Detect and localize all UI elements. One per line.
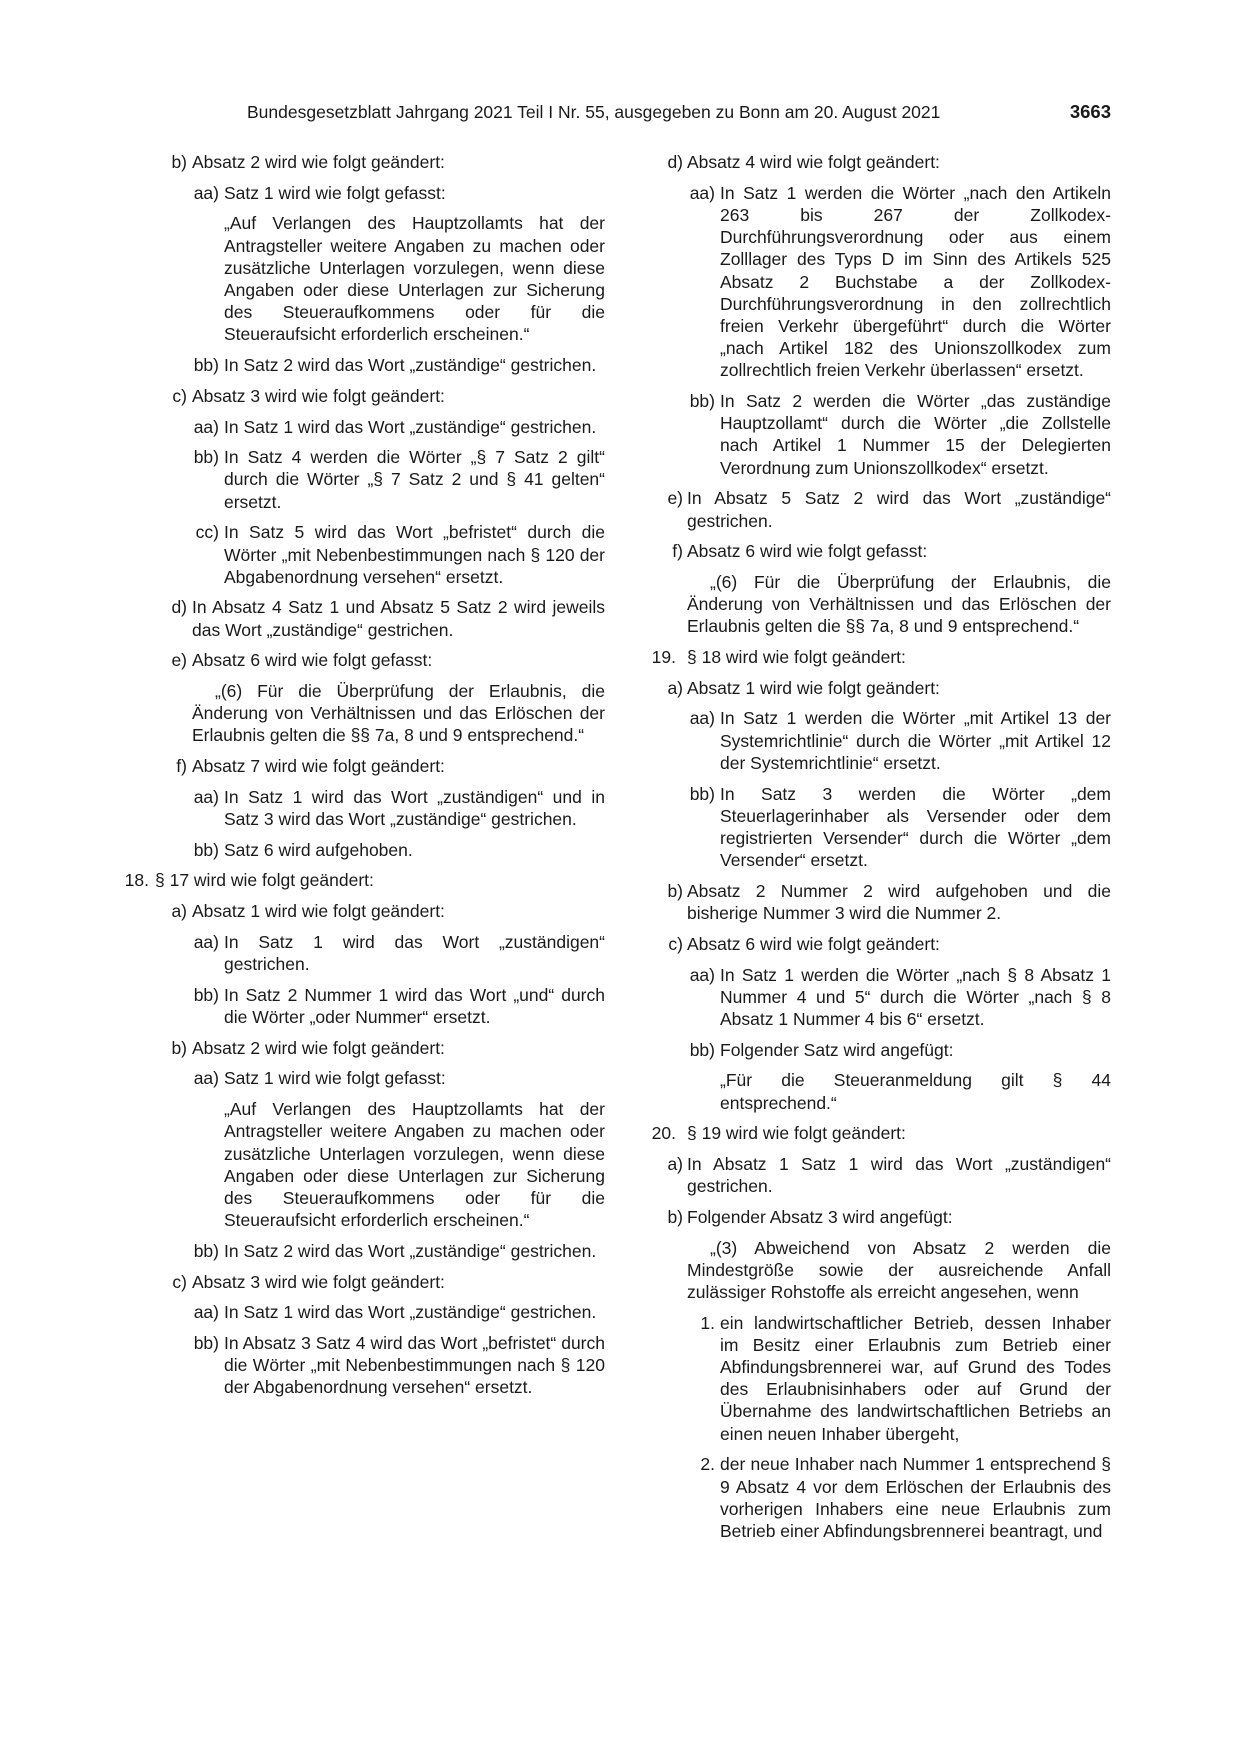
list-item <box>632 540 1111 562</box>
item-text: Absatz 3 wird wie folgt geändert: <box>192 1271 445 1292</box>
item-text: In Satz 4 werden die Wörter „§ 7 Satz 2 gilt“ durch die Wörter „§ 7 Satz 2 und § 41 gelten“ ersetzt. <box>224 447 605 512</box>
item-marker: 1. <box>700 1312 715 1333</box>
list-item <box>120 649 605 671</box>
item-text: Folgender Absatz 3 wird angefügt: <box>687 1206 953 1227</box>
item-marker: d) <box>667 152 683 172</box>
page-header <box>133 99 1111 125</box>
list-item <box>632 880 1111 924</box>
item-marker: b) <box>171 1037 187 1058</box>
item-marker: f) <box>672 541 683 562</box>
item-text: § 18 wird wie folgt geändert: <box>687 647 906 668</box>
item-text: In Absatz 4 Satz 1 und Absatz 5 Satz 2 wird jeweils das Wort „zuständige“ gestrichen. <box>192 597 605 640</box>
list-item <box>120 984 605 1028</box>
item-marker: b) <box>667 880 683 901</box>
list-item <box>632 783 1111 872</box>
item-text: In Satz 1 wird das Wort „zuständige“ gestrichen. <box>224 416 597 437</box>
item-text: In Satz 3 werden die Wörter „dem Steuerlagerinhaber als Versender oder dem registrierten Versender“ durch die Wörter „dem Versender“ ersetzt. <box>720 783 1111 871</box>
list-item <box>632 151 1111 173</box>
list-item <box>120 416 605 438</box>
list-item <box>120 1067 605 1089</box>
item-marker: bb) <box>193 1240 219 1261</box>
item-text: In Satz 2 wird das Wort „zuständige“ gestrichen. <box>224 1240 597 1261</box>
list-item <box>120 931 605 975</box>
item-text: In Satz 1 werden die Wörter „mit Artikel 13 der Systemrichtlinie“ durch die Wörter „mit Artikel 12 der Systemrichtlinie“ ersetzt. <box>720 708 1111 773</box>
item-text: Absatz 6 wird wie folgt gefasst: <box>687 541 928 562</box>
item-marker: 20. <box>651 1123 676 1144</box>
list-item <box>120 1271 605 1293</box>
gazette-title: Bundesgesetzblatt Jahrgang 2021 Teil I Nr. 55, ausgegeben zu Bonn am 20. August 2021 <box>247 102 941 122</box>
item-marker: b) <box>667 1206 683 1227</box>
item-text: In Absatz 1 Satz 1 wird das Wort „zuständigen“ gestrichen. <box>687 1153 1111 1197</box>
item-marker: c) <box>668 933 683 954</box>
list-item <box>632 1153 1111 1197</box>
list-item <box>120 151 605 173</box>
item-marker: aa) <box>689 708 715 729</box>
item-text: „Auf Verlangen des Hauptzollamts hat der Antragsteller weitere Angaben zu machen oder zusätzliche Unterlagen vorzulegen, wenn diese Angaben oder diese Unterlagen zur Sicherung des Steueraufkommens oder für die Steueraufsicht erforderlich erscheinen.“ <box>224 1099 605 1231</box>
item-text: In Satz 2 werden die Wörter „das zuständige Hauptzollamt“ durch die Wörter „die Zollstelle nach Artikel 1 Nummer 15 der Delegierten Verordnung zum Unionszollkodex“ ersetzt. <box>720 391 1111 478</box>
item-text: „(3) Abweichend von Absatz 2 werden die Mindestgröße sowie der ausreichende Anfall zulässiger Rohstoffe als erreicht angesehen, wenn <box>687 1237 1111 1302</box>
list-item <box>120 1037 605 1059</box>
list-item <box>632 1206 1111 1228</box>
list-item <box>120 839 605 861</box>
item-text: Satz 1 wird wie folgt gefasst: <box>224 1068 446 1089</box>
list-item <box>120 900 605 922</box>
item-text: In Satz 1 werden die Wörter „nach den Artikeln 263 bis 267 der Zollkodex-Durchführungsverordnung oder aus einem Zolllager des Typs D im Sinn des Artikels 525 Absatz 2 Buchstabe a der Zollkodex-Durchführungsverordnung in den zollrechtlich freien Verkehr übergeführt“ durch die Wörter „nach Artikel 182 des Unionszollkodex zum zollrechtlich freien Verkehr überlassen“ ersetzt. <box>720 182 1111 381</box>
item-text: Absatz 1 wird wie folgt geändert: <box>687 677 940 698</box>
item-marker: bb) <box>689 391 715 412</box>
numbered-item <box>120 869 605 891</box>
item-marker: d) <box>171 597 187 618</box>
item-text: Satz 6 wird aufgehoben. <box>224 839 413 860</box>
item-marker: aa) <box>689 964 715 985</box>
item-marker: bb) <box>193 984 219 1005</box>
list-item <box>120 596 605 640</box>
item-marker: bb) <box>193 355 219 376</box>
quoted-text <box>632 1069 1111 1113</box>
item-marker: bb) <box>689 1039 715 1060</box>
item-marker: bb) <box>689 783 715 804</box>
list-item <box>120 521 605 588</box>
item-marker: a) <box>667 1153 683 1174</box>
item-text: „(6) Für die Überprüfung der Erlaubnis, die Änderung von Verhältnissen und das Erlöschen der Erlaubnis gelten die §§ 7a, 8 und 9 entsprechend.“ <box>687 571 1111 637</box>
item-text: Absatz 2 wird wie folgt geändert: <box>192 1037 445 1058</box>
item-text: In Satz 1 wird das Wort „zuständigen“ und in Satz 3 wird das Wort „zuständige“ gestrichen. <box>224 786 605 830</box>
list-item <box>120 182 605 204</box>
list-item <box>632 487 1111 531</box>
item-text: Absatz 2 wird wie folgt geändert: <box>192 152 445 172</box>
item-marker: b) <box>171 152 187 172</box>
item-marker: bb) <box>193 839 219 860</box>
list-item <box>632 1312 1111 1445</box>
quoted-text <box>120 1098 605 1231</box>
item-marker: c) <box>172 1271 187 1292</box>
item-text: Absatz 4 wird wie folgt geändert: <box>687 152 940 172</box>
list-item <box>632 1039 1111 1061</box>
item-marker: aa) <box>193 786 219 807</box>
item-text: In Satz 1 wird das Wort „zuständigen“ gestrichen. <box>224 931 605 975</box>
item-marker: aa) <box>193 1302 219 1323</box>
item-text: Absatz 6 wird wie folgt geändert: <box>687 933 940 954</box>
list-item <box>120 755 605 777</box>
list-item <box>120 385 605 407</box>
numbered-item <box>632 1122 1111 1144</box>
list-item <box>632 182 1111 382</box>
item-marker: bb) <box>193 1332 219 1353</box>
right-column <box>632 151 1111 1551</box>
item-marker: c) <box>172 385 187 406</box>
list-item <box>632 677 1111 699</box>
quoted-text <box>120 680 605 747</box>
item-marker: e) <box>667 488 683 509</box>
item-text: Absatz 2 Nummer 2 wird aufgehoben und die bisherige Nummer 3 wird die Nummer 2. <box>687 880 1111 924</box>
list-item <box>120 1301 605 1323</box>
list-item <box>632 1453 1111 1542</box>
item-text: In Absatz 3 Satz 4 wird das Wort „befristet“ durch die Wörter „mit Nebenbestimmungen nach § 120 der Abgabenordnung versehen“ ersetzt. <box>224 1332 605 1398</box>
item-text: In Satz 5 wird das Wort „befristet“ durch die Wörter „mit Nebenbestimmungen nach § 120 der Abgabenordnung versehen“ ersetzt. <box>224 522 605 587</box>
item-text: Absatz 6 wird wie folgt gefasst: <box>192 650 433 671</box>
list-item <box>632 964 1111 1031</box>
item-text: „Für die Steueranmeldung gilt § 44 entsprechend.“ <box>720 1070 1111 1113</box>
left-column <box>120 151 605 1407</box>
item-text: „(6) Für die Überprüfung der Erlaubnis, die Änderung von Verhältnissen und das Erlöschen der Erlaubnis gelten die §§ 7a, 8 und 9 entsprechend.“ <box>192 681 605 746</box>
list-item <box>120 1240 605 1262</box>
item-marker: 19. <box>651 647 676 668</box>
item-text: In Absatz 5 Satz 2 wird das Wort „zuständige“ gestrichen. <box>687 488 1111 531</box>
item-marker: 18. <box>124 870 149 891</box>
item-text: ein landwirtschaftlicher Betrieb, dessen Inhaber im Besitz einer Erlaubnis zum Betrieb einer Abfindungsbrennerei war, auf Grund des Todes des Erlaubnisinhabers oder auf Grund der Übernahme des landwirtschaftlichen Betriebs an einen neuen Inhaber übergeht, <box>720 1312 1111 1444</box>
item-marker: cc) <box>195 522 219 543</box>
item-text: der neue Inhaber nach Nummer 1 entsprechend § 9 Absatz 4 vor dem Erlöschen der Erlaubnis des vorherigen Inhabers eine neue Erlaubnis zum Betrieb einer Abfindungsbrennerei beantragt, und <box>720 1454 1111 1541</box>
list-item <box>120 354 605 376</box>
item-text: Absatz 1 wird wie folgt geändert: <box>192 901 445 922</box>
list-item <box>632 390 1111 479</box>
item-text: „Auf Verlangen des Hauptzollamts hat der Antragsteller weitere Angaben zu machen oder zusätzliche Unterlagen vorzulegen, wenn diese Angaben oder diese Unterlagen zur Sicherung des Steueraufkommens oder für die Steueraufsicht erforderlich erscheinen.“ <box>224 213 605 345</box>
item-text: In Satz 2 wird das Wort „zuständige“ gestrichen. <box>224 355 597 376</box>
item-marker: bb) <box>193 447 219 468</box>
quoted-text <box>632 1237 1111 1304</box>
item-text: § 19 wird wie folgt geändert: <box>687 1123 906 1144</box>
item-text: In Satz 1 wird das Wort „zuständige“ gestrichen. <box>224 1302 597 1323</box>
item-marker: e) <box>171 650 187 671</box>
item-text: Absatz 7 wird wie folgt geändert: <box>192 756 445 777</box>
item-marker: a) <box>667 677 683 698</box>
item-text: Satz 1 wird wie folgt gefasst: <box>224 182 446 203</box>
page-number: 3663 <box>1069 101 1111 122</box>
list-item <box>120 786 605 830</box>
item-text: Absatz 3 wird wie folgt geändert: <box>192 385 445 406</box>
list-item <box>120 1332 605 1399</box>
item-marker: 2. <box>700 1454 715 1475</box>
quoted-text <box>632 571 1111 638</box>
list-item <box>632 933 1111 955</box>
list-item <box>120 446 605 513</box>
list-item <box>632 707 1111 774</box>
item-text: In Satz 1 werden die Wörter „nach § 8 Absatz 1 Nummer 4 und 5“ durch die Wörter „nach § 8 Absatz 1 Nummer 4 bis 6“ ersetzt. <box>720 964 1111 1029</box>
item-marker: aa) <box>193 1068 219 1089</box>
quoted-text <box>120 212 605 345</box>
item-text: In Satz 2 Nummer 1 wird das Wort „und“ durch die Wörter „oder Nummer“ ersetzt. <box>224 984 605 1027</box>
item-marker: aa) <box>193 416 219 437</box>
numbered-item <box>632 646 1111 668</box>
item-text: § 17 wird wie folgt geändert: <box>155 870 374 891</box>
item-marker: aa) <box>193 182 219 203</box>
item-marker: aa) <box>689 182 715 203</box>
item-marker: aa) <box>193 931 219 952</box>
item-marker: a) <box>171 901 187 922</box>
item-text: Folgender Satz wird angefügt: <box>720 1039 954 1060</box>
item-marker: f) <box>176 756 187 777</box>
